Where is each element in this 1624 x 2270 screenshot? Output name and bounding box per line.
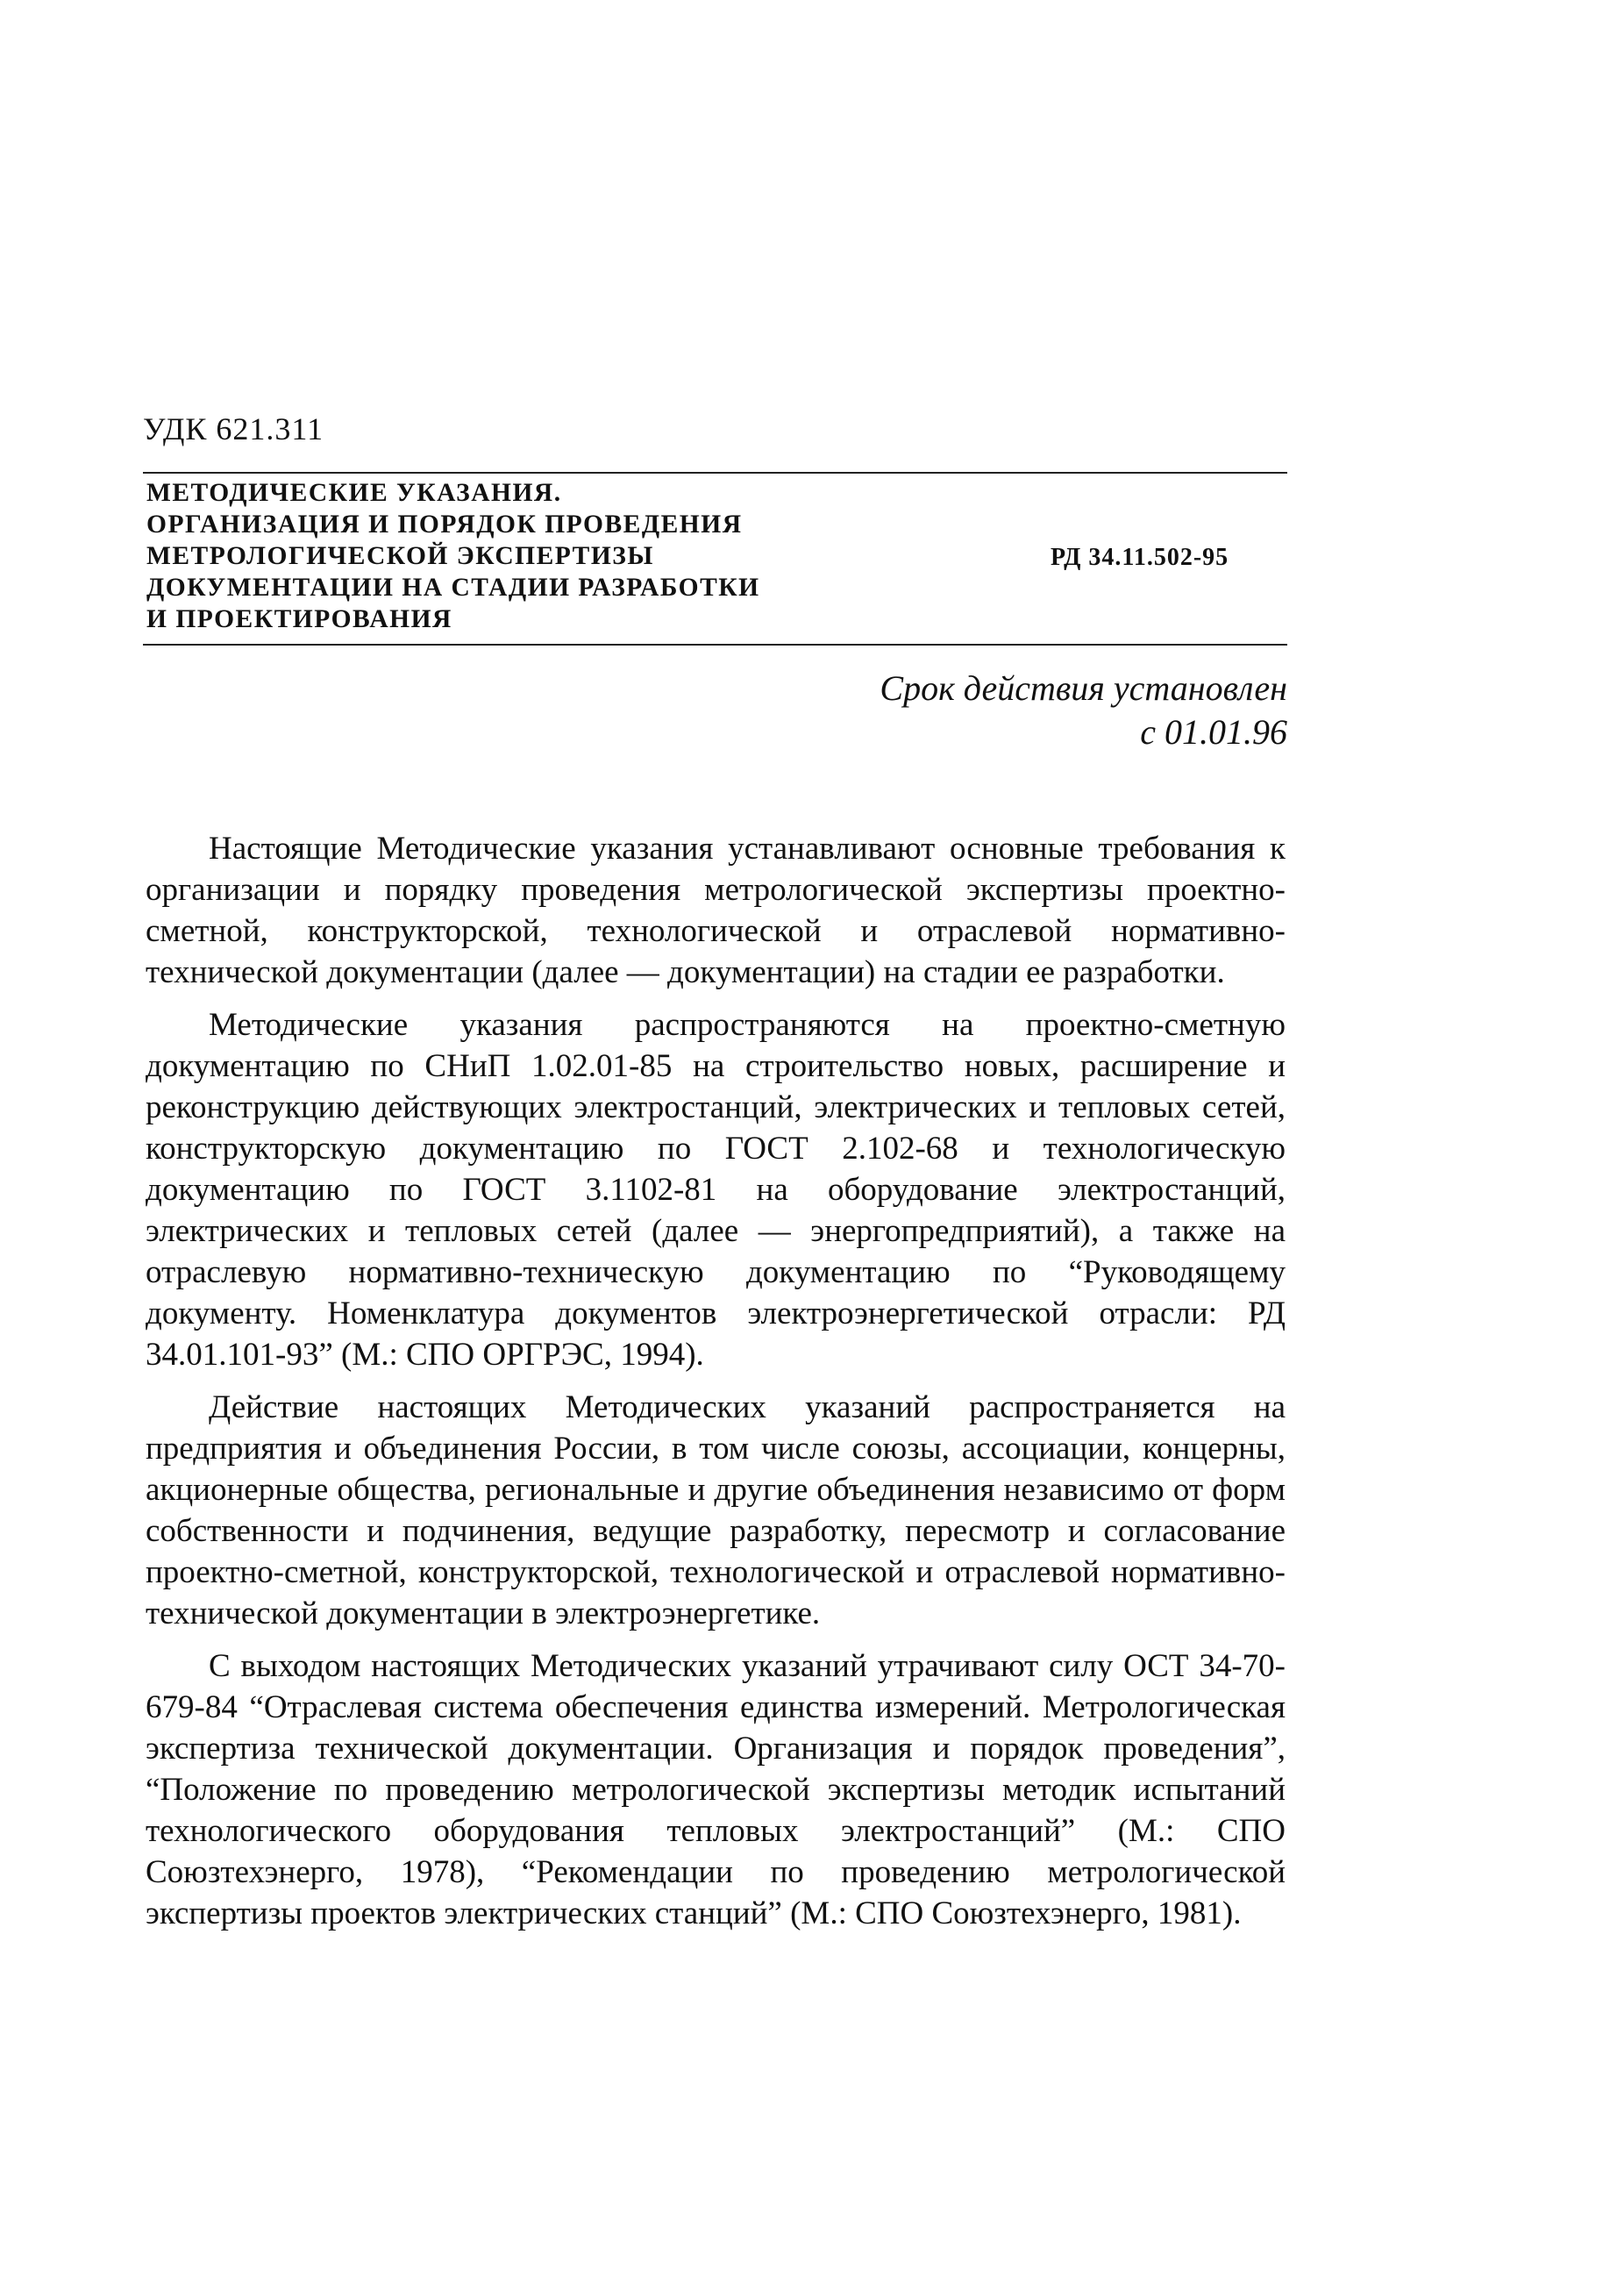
title-line: ДОКУМЕНТАЦИИ НА СТАДИИ РАЗРАБОТКИ [146, 574, 760, 602]
udk-code: УДК 621.311 [143, 411, 324, 446]
validity-date: с 01.01.96 [1140, 712, 1287, 752]
validity-note [880, 667, 1287, 754]
paragraph: Настоящие Методические указания устанавливают основные требования к организации и порядку проведения метрологической экспертизы проектно-сметной, конструкторской, технологической и отраслевой нормативно-технической документации (далее — документации) на стадии ее разработки. [146, 831, 1286, 990]
paragraph: Методические указания распространяются на проектно-сметную документацию по СНиП 1.02.01-85 на строительство новых, расширение и реконструкцию действующих электростанций, электрических и тепловых сетей, конструкторскую документацию по ГОСТ 2.102-68 и технологическую документацию по ГОСТ 3.1102-81 на оборудование электростанций, электрических и тепловых сетей (далее — энергопредприятий), а также на отраслевую нормативно-техническую документацию по “Руководящему документу. Номенклатура документов электроэнергетической отрасли: РД 34.01.101-93” (М.: СПО ОРГРЭС, 1994). [146, 1007, 1286, 1373]
document-body [146, 828, 1286, 1945]
paragraph: С выходом настоящих Методических указаний утрачивают силу ОСТ 34-70-679-84 “Отраслевая система обеспечения единства измерений. Метрологическая экспертиза технической документации. Организация и порядок проведения”, “Положение по проведению метрологической экспертизы методик испытаний технологического оборудования тепловых электростанций” (М.: СПО Союзтехэнерго, 1978), “Рекомендации по проведению метрологической экспертизы проектов электрических станций” (М.: СПО Союзтехэнерго, 1981). [146, 1648, 1286, 1931]
header-bottom-rule [143, 644, 1287, 646]
document-title [146, 477, 874, 635]
validity-line: Срок действия установлен [880, 668, 1287, 708]
title-line: И ПРОЕКТИРОВАНИЯ [146, 605, 452, 633]
document-code: РД 34.11.502-95 [1051, 544, 1229, 571]
header-top-rule [143, 472, 1287, 474]
title-line: МЕТРОЛОГИЧЕСКОЙ ЭКСПЕРТИЗЫ [146, 542, 654, 570]
title-line: ОРГАНИЗАЦИЯ И ПОРЯДОК ПРОВЕДЕНИЯ [146, 510, 743, 539]
paragraph: Действие настоящих Методических указаний распространяется на предприятия и объединения России, в том числе союзы, ассоциации, концерны, акционерные общества, региональные и другие объединения независимо от форм собственности и подчинения, ведущие разработку, пересмотр и согласование проектно-сметной, конструкторской, технологической и отраслевой нормативно-технической документации в электроэнергетике. [146, 1389, 1286, 1631]
title-line: МЕТОДИЧЕСКИЕ УКАЗАНИЯ. [146, 479, 562, 507]
